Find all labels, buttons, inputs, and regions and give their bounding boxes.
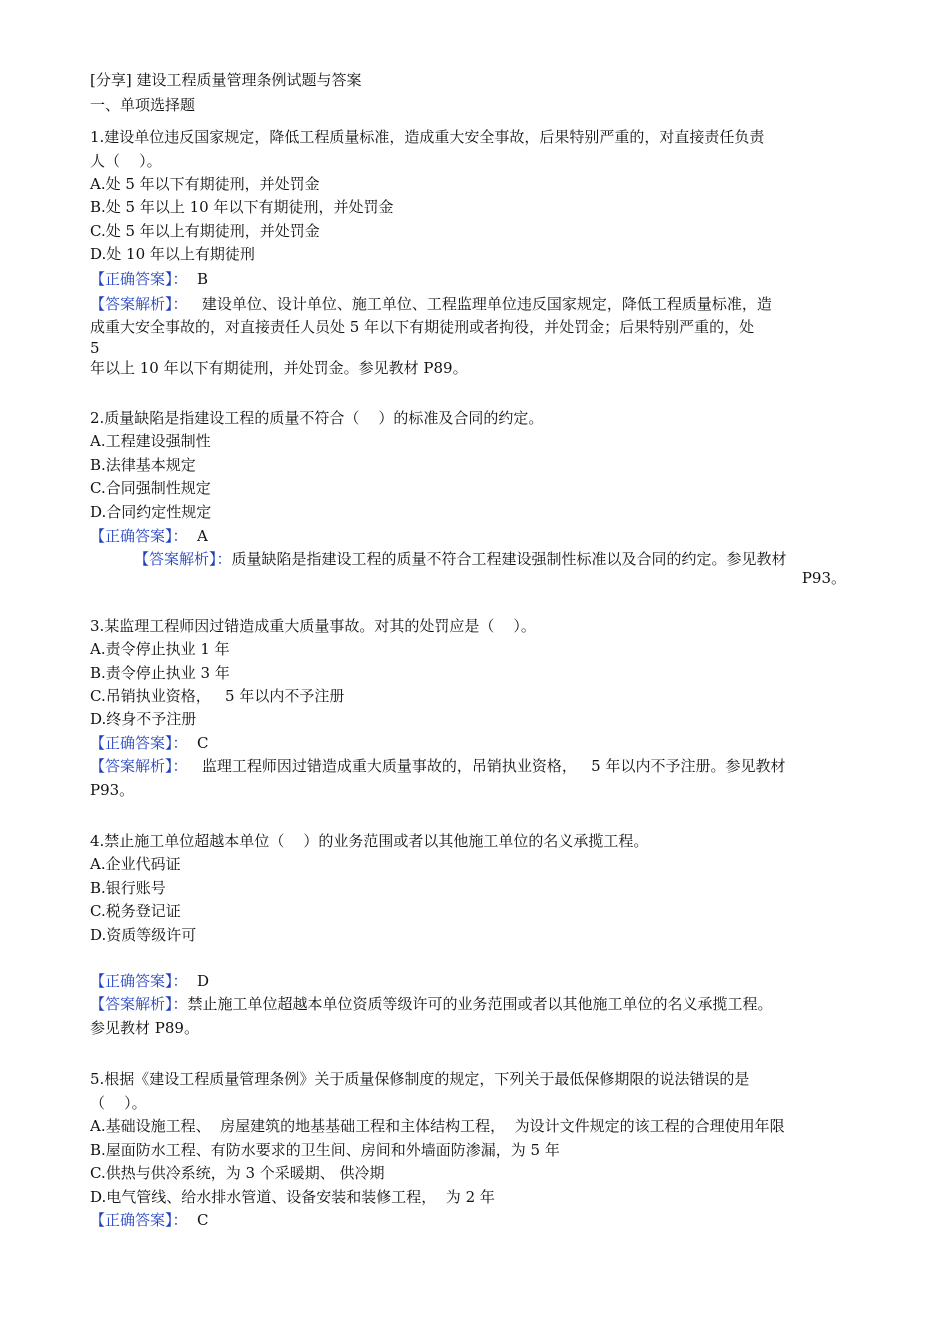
- q3-option-a: A.责令停止执业 1 年: [90, 640, 230, 658]
- q1-analysis-text1: 建设单位、设计单位、施工单位、工程监理单位违反国家规定，降低工程质量标准，造: [187, 295, 772, 313]
- q1-stem-line2: 人（ ）。: [90, 152, 162, 170]
- q3-analysis-line1: [90, 756, 785, 776]
- q1-analysis-line2: 成重大安全事故的，对直接责任人员处 5 年以下有期徒刑或者拘役，并处罚金；后果特别严重的，处: [90, 318, 755, 336]
- q2-option-a: A.工程建设强制性: [90, 432, 211, 450]
- q3-analysis-text1: 监理工程师因过错造成重大质量事故的，吊销执业资格， 5 年以内不予注册。参见教材: [187, 757, 786, 775]
- q4-analysis-text1: 禁止施工单位超越本单位资质等级许可的业务范围或者以其他施工单位的名义承揽工程。: [187, 995, 773, 1013]
- answer-label: 【正确答案】：: [90, 270, 188, 288]
- q4-option-a: A.企业代码证: [90, 855, 181, 873]
- q1-option-d: D.处 10 年以上有期徒刑: [90, 245, 255, 263]
- q4-option-c: C.税务登记证: [90, 902, 181, 920]
- q2-analysis-line2: P93。: [801, 569, 846, 587]
- q3-option-d: D.终身不予注册: [90, 710, 197, 728]
- q4-answer-value: D: [187, 972, 210, 990]
- q2-option-c: C.合同强制性规定: [90, 479, 211, 497]
- analysis-label: 【答案解析】：: [90, 757, 188, 775]
- q5-stem-line2: （ ）。: [90, 1094, 147, 1112]
- q1-option-c: C.处 5 年以上有期徒刑，并处罚金: [90, 222, 320, 240]
- q2-option-b: B.法律基本规定: [90, 456, 196, 474]
- document-title: [分享] 建设工程质量管理条例试题与答案: [90, 71, 362, 89]
- q5-option-d: D.电气管线、给水排水管道、设备安装和装修工程， 为 2 年: [90, 1188, 495, 1206]
- answer-label: 【正确答案】：: [90, 527, 188, 545]
- q3-answer-line: [90, 733, 209, 753]
- q2-analysis-line1: [134, 549, 787, 569]
- q3-stem: 3.某监理工程师因过错造成重大质量事故。对其的处罚应是（ ）。: [90, 617, 536, 635]
- q2-analysis-text1: 质量缺陷是指建设工程的质量不符合工程建设强制性标准以及合同的约定。参见教材: [231, 550, 787, 568]
- q1-analysis-line3: 5: [90, 339, 100, 357]
- q1-option-a: A.处 5 年以下有期徒刑，并处罚金: [90, 175, 320, 193]
- q1-stem-line1: 1.建设单位违反国家规定，降低工程质量标准，造成重大安全事故，后果特别严重的，对直接责任负责: [90, 128, 765, 146]
- q4-option-d: D.资质等级许可: [90, 926, 197, 944]
- q5-option-b: B.屋面防水工程、有防水要求的卫生间、房间和外墙面防渗漏，为 5 年: [90, 1141, 560, 1159]
- q2-answer-line: [90, 526, 208, 546]
- q3-option-b: B.责令停止执业 3 年: [90, 664, 230, 682]
- q4-answer-line: [90, 971, 209, 991]
- answer-label: 【正确答案】：: [90, 1211, 188, 1229]
- q1-answer-line: [90, 269, 208, 289]
- q5-option-a: A.基础设施工程、 房屋建筑的地基基础工程和主体结构工程， 为设计文件规定的该工程的合理使用年限: [90, 1117, 785, 1135]
- q5-answer-value: C: [187, 1211, 209, 1229]
- q4-analysis-line2: 参见教材 P89。: [90, 1019, 199, 1037]
- q4-option-b: B.银行账号: [90, 879, 166, 897]
- analysis-label: 【答案解析】：: [90, 995, 188, 1013]
- answer-label: 【正确答案】：: [90, 734, 188, 752]
- q4-stem: 4.禁止施工单位超越本单位（ ）的业务范围或者以其他施工单位的名义承揽工程。: [90, 832, 649, 850]
- q1-answer-value: B: [187, 270, 209, 288]
- q2-answer-value: A: [187, 527, 208, 545]
- analysis-label: 【答案解析】：: [134, 550, 232, 568]
- q5-answer-line: [90, 1210, 209, 1230]
- q5-stem-line1: 5.根据《建设工程质量管理条例》关于质量保修制度的规定，下列关于最低保修期限的说法错误的是: [90, 1070, 750, 1088]
- q5-option-c: C.供热与供冷系统，为 3 个采暖期、 供冷期: [90, 1164, 385, 1182]
- q2-option-d: D.合同约定性规定: [90, 503, 212, 521]
- q3-analysis-line2: P93。: [90, 781, 135, 799]
- analysis-label: 【答案解析】：: [90, 295, 188, 313]
- answer-label: 【正确答案】：: [90, 972, 188, 990]
- q3-answer-value: C: [187, 734, 209, 752]
- section-heading: 一、单项选择题: [90, 96, 196, 114]
- q1-analysis-line4: 年以上 10 年以下有期徒刑，并处罚金。参见教材 P89。: [90, 359, 468, 377]
- q1-option-b: B.处 5 年以上 10 年以下有期徒刑，并处罚金: [90, 198, 394, 216]
- q3-option-c: C.吊销执业资格， 5 年以内不予注册: [90, 687, 345, 705]
- q1-analysis-line1: [90, 294, 772, 314]
- q4-analysis-line1: [90, 994, 773, 1014]
- q2-stem: 2.质量缺陷是指建设工程的质量不符合（ ）的标准及合同的约定。: [90, 409, 544, 427]
